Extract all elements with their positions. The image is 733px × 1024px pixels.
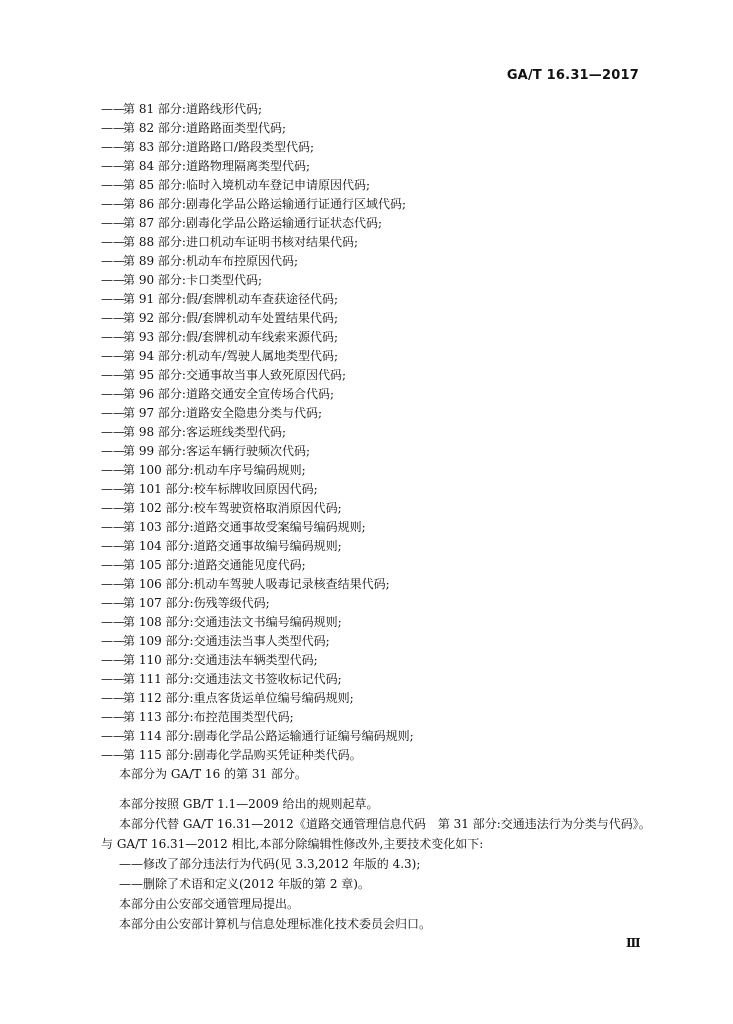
part-title: 第 115 部分:剧毒化学品购买凭证种类代码。	[123, 748, 362, 762]
list-dash: ——	[101, 748, 125, 762]
part-title: 第 99 部分:客运车辆行驶频次代码;	[123, 444, 310, 458]
part-title: 第 107 部分:伤残等级代码;	[123, 596, 270, 610]
list-dash: ——	[101, 330, 125, 344]
list-dash: ——	[101, 653, 125, 667]
part-list-item	[101, 594, 661, 613]
part-title: 第 82 部分:道路路面类型代码;	[123, 121, 286, 135]
list-dash: ——	[101, 482, 125, 496]
list-dash: ——	[101, 254, 125, 268]
part-list-item	[101, 556, 661, 575]
standard-code-header: GA/T 16.31—2017	[506, 68, 639, 83]
list-dash: ——	[101, 634, 125, 648]
list-dash: ——	[101, 216, 125, 230]
page-number: Ⅲ	[626, 936, 641, 950]
list-dash: ——	[101, 729, 125, 743]
list-dash: ——	[101, 539, 125, 553]
part-list-item	[101, 157, 661, 176]
part-list-item	[101, 708, 661, 727]
list-dash: ——	[101, 121, 125, 135]
list-dash: ——	[101, 596, 125, 610]
part-title: 第 106 部分:机动车驾驶人吸毒记录核查结果代码;	[123, 577, 390, 591]
part-title: 第 110 部分:交通违法车辆类型代码;	[123, 653, 318, 667]
part-list-item	[101, 271, 661, 290]
part-list-item	[101, 290, 661, 309]
part-list-item	[101, 518, 661, 537]
part-list-item	[101, 214, 661, 233]
list-dash: ——	[101, 292, 125, 306]
list-dash: ——	[101, 368, 125, 382]
list-dash: ——	[101, 349, 125, 363]
part-list-item	[101, 575, 661, 594]
part-title: 第 86 部分:剧毒化学品公路运输通行证通行区域代码;	[123, 197, 406, 211]
part-title: 第 85 部分:临时入境机动车登记申请原因代码;	[123, 178, 370, 192]
part-list-item	[101, 252, 661, 271]
part-title: 第 105 部分:道路交通能见度代码;	[123, 558, 306, 572]
part-title: 第 93 部分:假/套牌机动车线索来源代码;	[123, 330, 339, 344]
part-list-item	[101, 746, 661, 765]
part-list-item	[101, 727, 661, 746]
part-list-item	[101, 309, 661, 328]
part-list-item	[101, 442, 661, 461]
paragraph-replaces-line1: 本部分代替 GA/T 16.31—2012《道路交通管理信息代码 第 31 部分:交通违法行为分类与代码》。	[119, 817, 651, 831]
part-title: 第 89 部分:机动车布控原因代码;	[123, 254, 298, 268]
list-dash: ——	[101, 615, 125, 629]
list-dash: ——	[101, 140, 125, 154]
part-list-item	[101, 537, 661, 556]
part-title: 第 90 部分:卡口类型代码;	[123, 273, 262, 287]
parts-list	[101, 100, 661, 765]
part-title: 第 104 部分:道路交通事故编号编码规则;	[123, 539, 342, 553]
part-title: 第 108 部分:交通违法文书编号编码规则;	[123, 615, 342, 629]
part-title: 第 101 部分:校车标牌收回原因代码;	[123, 482, 318, 496]
list-dash: ——	[101, 387, 125, 401]
list-dash: ——	[101, 577, 125, 591]
list-dash: ——	[101, 102, 125, 116]
paragraph-replaces-line2: 与 GA/T 16.31—2012 相比,本部分除编辑性修改外,主要技术变化如下:	[101, 837, 484, 851]
list-dash: ——	[101, 444, 125, 458]
paragraph-proposed-by: 本部分由公安部交通管理局提出。	[119, 897, 300, 911]
part-list-item	[101, 328, 661, 347]
part-title: 第 102 部分:校车驾驶资格取消原因代码;	[123, 501, 342, 515]
list-dash: ——	[101, 273, 125, 287]
part-list-item	[101, 347, 661, 366]
part-title: 第 84 部分:道路物理隔离类型代码;	[123, 159, 310, 173]
part-title: 第 109 部分:交通违法当事人类型代码;	[123, 634, 330, 648]
part-list-item	[101, 404, 661, 423]
list-dash: ——	[101, 691, 125, 705]
part-list-item	[101, 670, 661, 689]
list-dash: ——	[101, 159, 125, 173]
list-dash: ——	[101, 558, 125, 572]
change-item: ——修改了部分违法行为代码(见 3.3,2012 年版的 4.3);	[119, 857, 421, 871]
part-list-item	[101, 632, 661, 651]
part-list-item	[101, 499, 661, 518]
paragraph-centralized-by: 本部分由公安部计算机与信息处理标准化技术委员会归口。	[119, 917, 432, 931]
list-dash: ——	[101, 178, 125, 192]
part-title: 第 87 部分:剧毒化学品公路运输通行证状态代码;	[123, 216, 382, 230]
part-title: 第 112 部分:重点客货运单位编号编码规则;	[123, 691, 354, 705]
part-title: 第 91 部分:假/套牌机动车查获途径代码;	[123, 292, 339, 306]
part-title: 第 113 部分:布控范围类型代码;	[123, 710, 294, 724]
list-dash: ——	[101, 425, 125, 439]
part-title: 第 100 部分:机动车序号编码规则;	[123, 463, 306, 477]
list-dash: ——	[101, 197, 125, 211]
part-list-item	[101, 385, 661, 404]
part-title: 第 111 部分:交通违法文书签收标记代码;	[123, 672, 342, 686]
list-dash: ——	[101, 406, 125, 420]
part-list-item	[101, 195, 661, 214]
list-dash: ——	[101, 235, 125, 249]
paragraph-drafting-rules: 本部分按照 GB/T 1.1—2009 给出的规则起草。	[119, 797, 379, 811]
paragraph-part-of-series: 本部分为 GA/T 16 的第 31 部分。	[119, 767, 307, 781]
part-title: 第 103 部分:道路交通事故受案编号编码规则;	[123, 520, 366, 534]
change-item: ——删除了术语和定义(2012 年版的第 2 章)。	[119, 877, 370, 891]
list-dash: ——	[101, 520, 125, 534]
part-list-item	[101, 689, 661, 708]
part-title: 第 114 部分:剧毒化学品公路运输通行证编号编码规则;	[123, 729, 414, 743]
part-list-item	[101, 176, 661, 195]
part-title: 第 81 部分:道路线形代码;	[123, 102, 262, 116]
part-list-item	[101, 119, 661, 138]
part-list-item	[101, 613, 661, 632]
part-list-item	[101, 480, 661, 499]
list-dash: ——	[101, 311, 125, 325]
part-title: 第 97 部分:道路安全隐患分类与代码;	[123, 406, 322, 420]
part-title: 第 95 部分:交通事故当事人致死原因代码;	[123, 368, 346, 382]
part-title: 第 88 部分:进口机动车证明书核对结果代码;	[123, 235, 358, 249]
part-list-item	[101, 366, 661, 385]
part-list-item	[101, 233, 661, 252]
part-title: 第 98 部分:客运班线类型代码;	[123, 425, 286, 439]
list-dash: ——	[101, 672, 125, 686]
part-title: 第 96 部分:道路交通安全宣传场合代码;	[123, 387, 334, 401]
part-list-item	[101, 423, 661, 442]
part-list-item	[101, 138, 661, 157]
part-title: 第 83 部分:道路路口/路段类型代码;	[123, 140, 315, 154]
part-list-item	[101, 651, 661, 670]
list-dash: ——	[101, 501, 125, 515]
part-title: 第 94 部分:机动车/驾驶人属地类型代码;	[123, 349, 339, 363]
part-list-item	[101, 461, 661, 480]
list-dash: ——	[101, 710, 125, 724]
part-title: 第 92 部分:假/套牌机动车处置结果代码;	[123, 311, 339, 325]
part-list-item	[101, 100, 661, 119]
list-dash: ——	[101, 463, 125, 477]
